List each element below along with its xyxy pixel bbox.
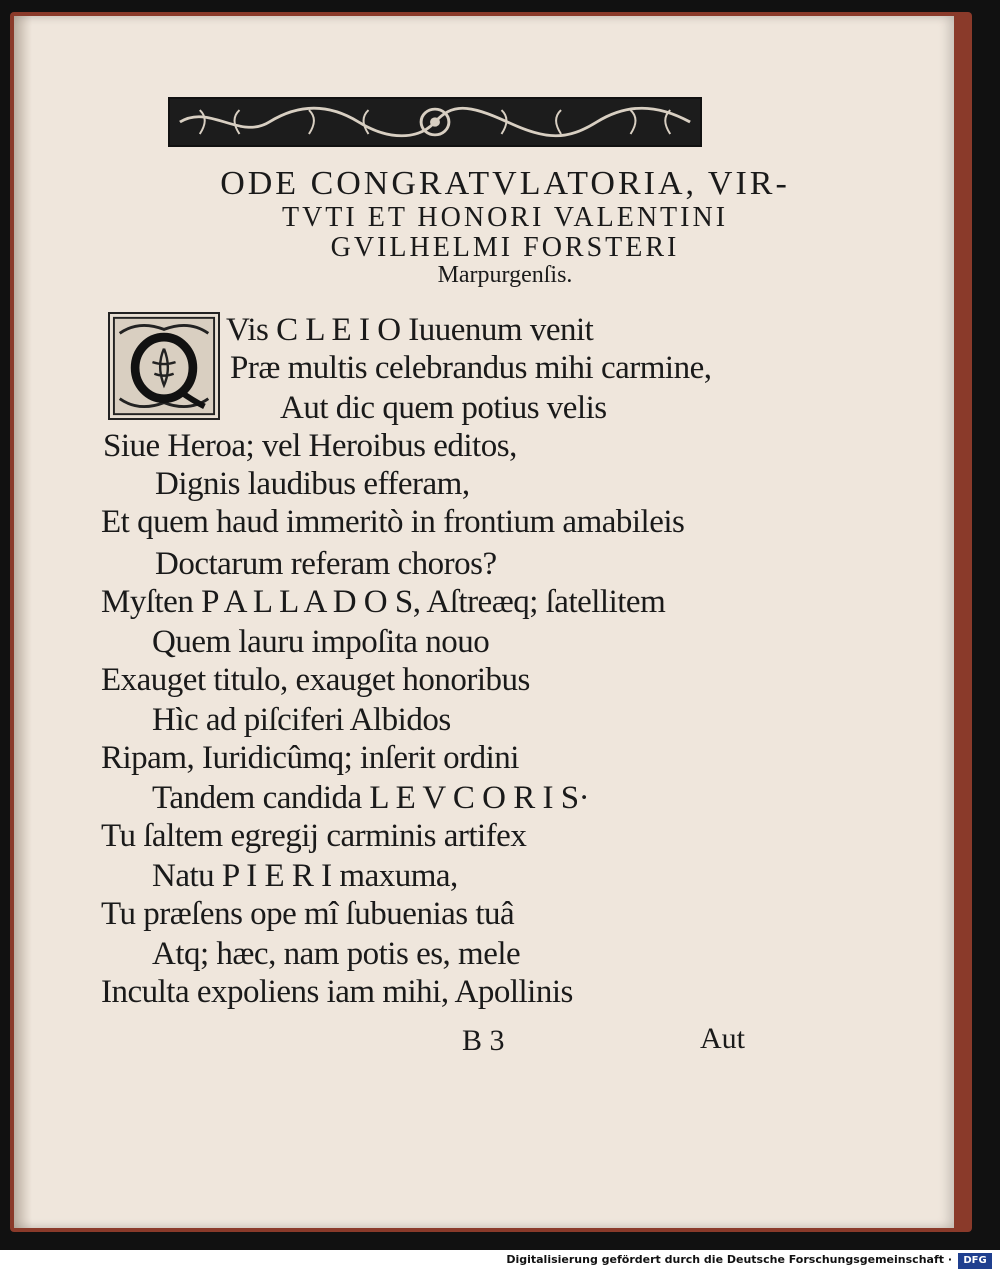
title-line-2: TVTI ET HONORI VALENTINI: [281, 202, 729, 233]
verse-line: Doctarum referam choros?: [155, 546, 497, 582]
verse-line: Tu ſaltem egregij carminis artifex: [101, 818, 527, 854]
gutter-shadow: [14, 16, 32, 1228]
headpiece-ornament: [168, 97, 702, 147]
verse-line: Exauget titulo, exauget honoribus: [101, 662, 530, 698]
dfg-logo-icon[interactable]: DFG: [958, 1253, 992, 1269]
verse-line: Ripam, Iuridicûmq; inſerit ordini: [101, 740, 519, 776]
verse-line: Natu P I E R I maxuma,: [152, 858, 458, 894]
verse-line: Vis C L E I O Iuuenum venit: [226, 312, 594, 348]
verse-line: Dignis laudibus efferam,: [155, 466, 470, 502]
verse-line: Præ multis celebrandus mihi carmine,: [230, 350, 712, 386]
verse-line: Siue Heroa; vel Heroibus editos,: [103, 428, 517, 464]
verse-line: Quem lauru impoſita nouo: [152, 624, 490, 660]
verse-line: Et quem haud immeritò in frontium amabileis: [101, 504, 685, 540]
signature-mark: B 3: [462, 1024, 505, 1057]
title-line-4: Marpurgenſis.: [437, 262, 573, 288]
catchword: Aut: [700, 1022, 745, 1055]
verse-line: Atq; hæc, nam potis es, mele: [152, 936, 521, 972]
verse-line: Myſten P A L L A D O S, Aſtreæq; ſatellitem: [101, 584, 666, 620]
digitization-credit: Digitalisierung gefördert durch die Deutsche Forschungsgemeinschaft ·: [506, 1253, 952, 1266]
title-line-3: GVILHELMI FORSTERI: [330, 232, 680, 263]
decorated-initial-q: [108, 312, 220, 420]
verse-line: Hìc ad piſciferi Albidos: [152, 702, 451, 738]
verse-line: Tandem candida L E V C O R I S·: [152, 780, 590, 816]
verse-line: Tu præſens ope mî ſubuenias tuâ: [101, 896, 515, 932]
verse-line: Aut dic quem potius velis: [280, 390, 607, 426]
title-line-1: ODE CONGRATVLATORIA, VIR-: [220, 165, 790, 202]
verse-line: Inculta expoliens iam mihi, Apollinis: [101, 974, 573, 1010]
